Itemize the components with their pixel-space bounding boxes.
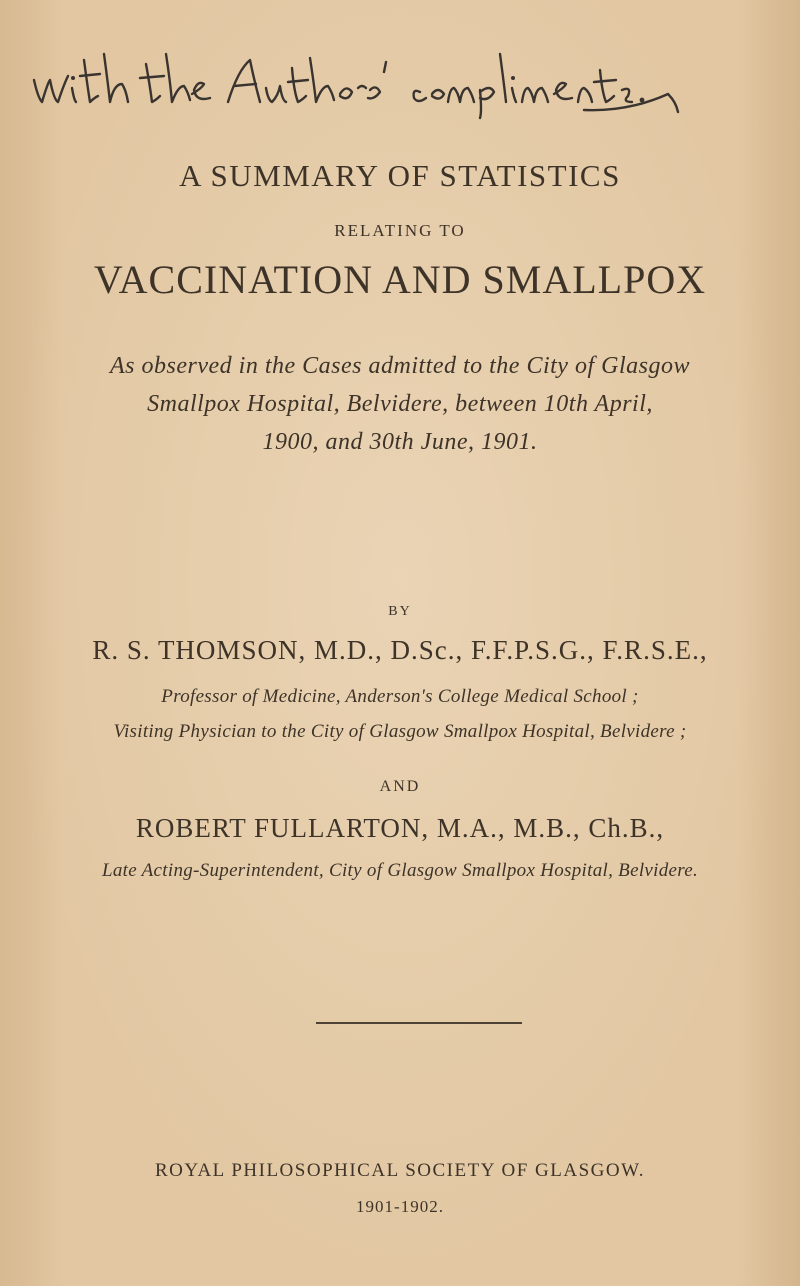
observation-line-3: 1900, and 30th June, 1901. [262,429,538,455]
author-1-name: R. S. THOMSON, M.D., D.Sc., F.F.P.S.G., F.R.S.E., [92,635,708,665]
horizontal-rule [316,1022,522,1024]
document-subject: VACCINATION AND SMALLPOX [93,257,707,302]
relating-to-label: RELATING TO [334,221,466,240]
observation-description [0,347,800,461]
by-label: BY [388,604,412,619]
publisher: ROYAL PHILOSOPHICAL SOCIETY OF GLASGOW. [154,1160,646,1181]
handwritten-inscription-svg [28,40,748,120]
publication-years: 1901-1902. [356,1197,444,1216]
handwritten-inscription [28,40,748,120]
author-1-role-1: Professor of Medicine, Anderson's College Medical School ; [161,686,639,707]
author-2-name: ROBERT FULLARTON, M.A., M.B., Ch.B., [135,813,665,843]
and-label: AND [379,778,421,795]
observation-line-2: Smallpox Hospital, Belvidere, between 10th April, [147,391,653,417]
observation-line-1: As observed in the Cases admitted to the City of Glasgow [110,353,690,379]
author-2-role: Late Acting-Superintendent, City of Glasgow Smallpox Hospital, Belvidere. [101,860,699,881]
document-title: A SUMMARY OF STATISTICS [179,158,621,193]
author-1-role-2: Visiting Physician to the City of Glasgow Smallpox Hospital, Belvidere ; [113,721,687,742]
